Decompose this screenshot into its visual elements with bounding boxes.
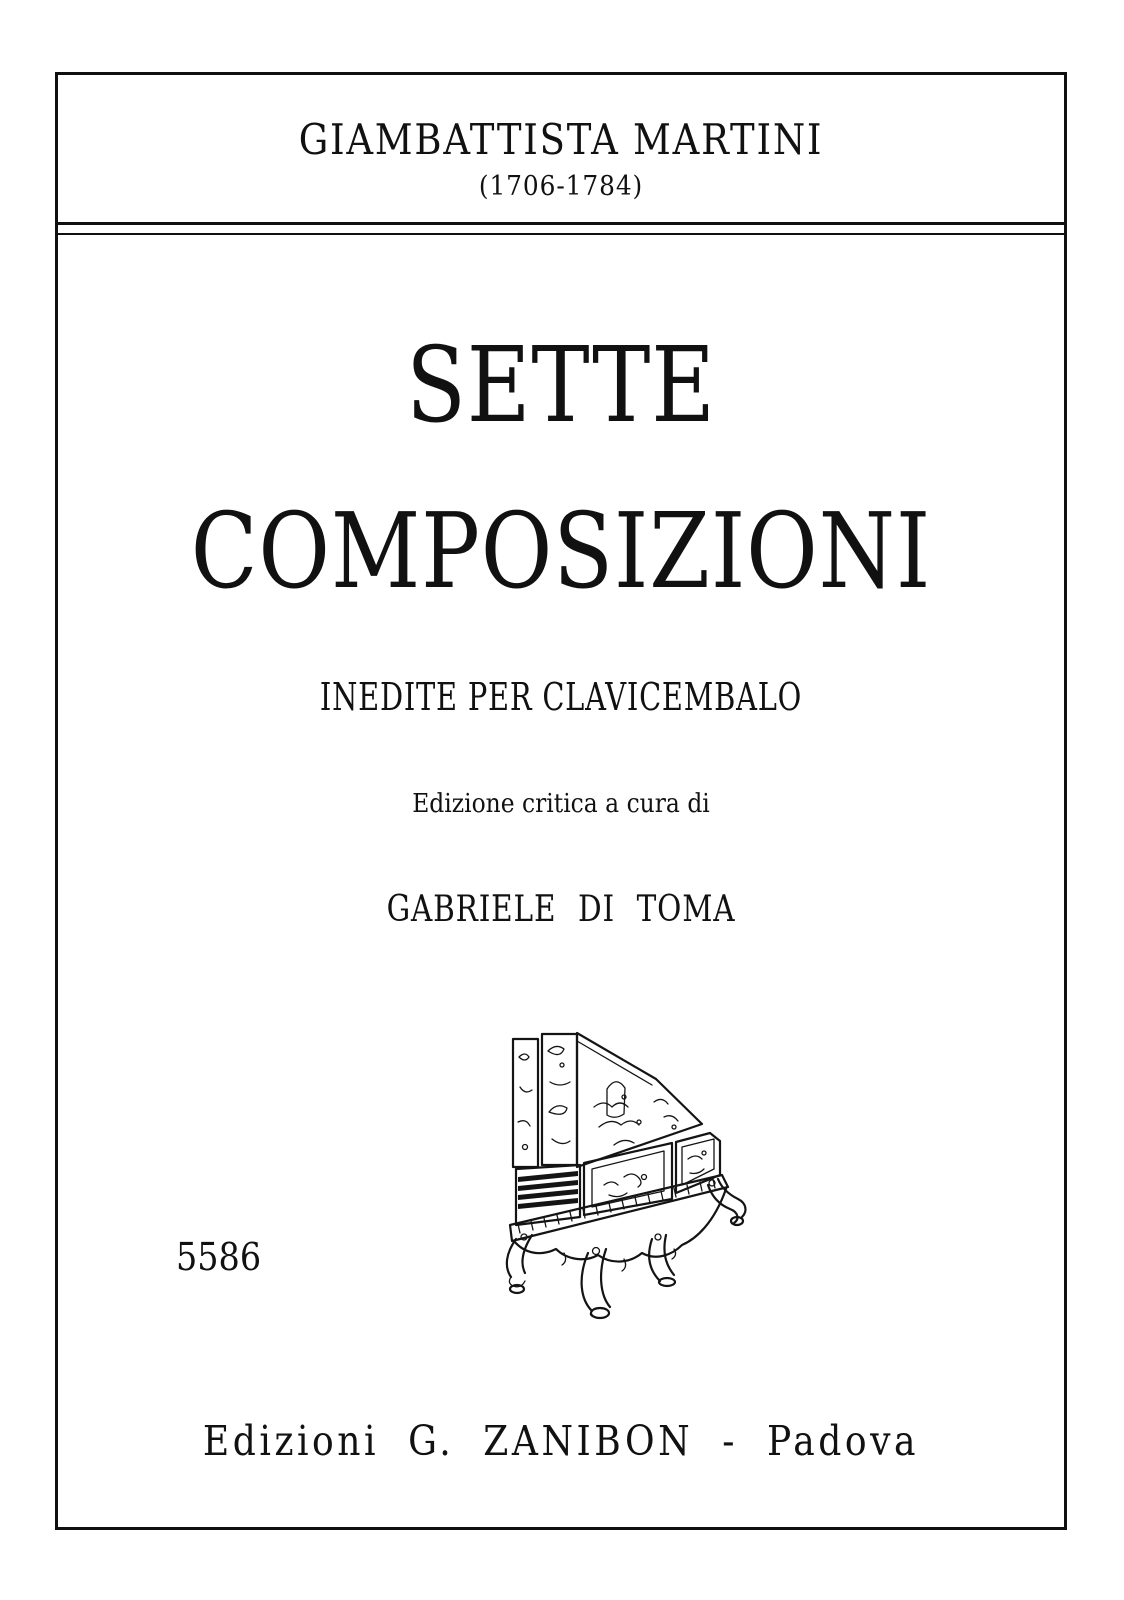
- harpsichord-engraving-illustration: [504, 1027, 754, 1322]
- harpsichord-icon: [504, 1027, 754, 1322]
- composer-name: GIAMBATTISTA MARTINI: [298, 115, 824, 164]
- title-line-2: COMPOSIZIONI: [190, 490, 932, 612]
- editor-name: GABRIELE DI TOMA: [386, 889, 736, 930]
- plate-number: 5586: [176, 1235, 262, 1279]
- edition-note: Edizione critica a cura di: [412, 789, 710, 819]
- page-border-frame: [55, 72, 1067, 1530]
- header-separator-rule: [55, 222, 1067, 235]
- publisher-imprint: Edizioni G. ZANIBON - Padova: [202, 1417, 920, 1465]
- composer-dates: (1706-1784): [478, 171, 644, 202]
- subtitle: INEDITE PER CLAVICEMBALO: [319, 675, 803, 719]
- title-line-1: SETTE: [406, 324, 716, 446]
